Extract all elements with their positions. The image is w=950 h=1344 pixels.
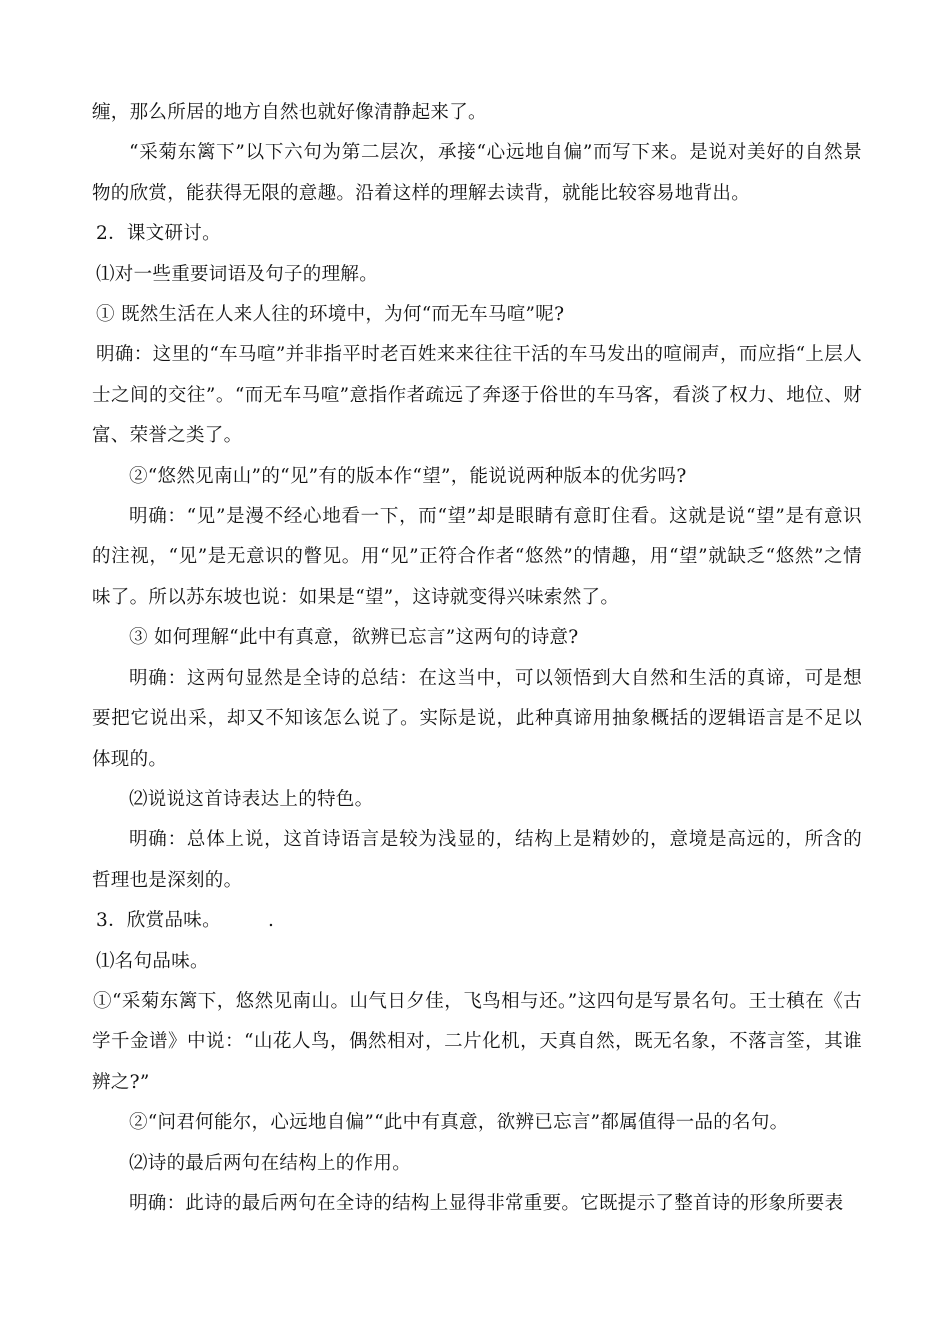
question: ③ 如何理解“此中有真意，欲辨已忘言”这两句的诗意? — [129, 627, 579, 649]
section-heading: 2．课文研讨。 — [96, 223, 221, 245]
paragraph: “采菊东篱下”以下六句为第二层次，承接“心远地自偏”而写下来。是说对美好的自然景物的欣赏，能获得无限的意趣。沿着这样的理解去读背，就能比较容易地背出。 — [92, 142, 862, 204]
section-heading: 3．欣赏品味。 . — [96, 910, 275, 932]
answer-paragraph: 明确：这两句显然是全诗的总结：在这当中，可以领悟到大自然和生活的真谛，可是想要把它说出采，却又不知该怎么说了。实际是说，此种真谛用抽象概括的逻辑语言是不足以体现的。 — [92, 667, 862, 770]
subsection-heading: ⑵说说这首诗表达上的特色。 — [129, 788, 374, 810]
answer-paragraph: 明确：“见”是漫不经心地看一下，而“望”却是眼睛有意盯住看。这就是说“望”是有意识的注视，“见”是无意识的瞥见。用“见”正符合作者“悠然”的情趣，用“望”就缺乏“悠然”之情味了。所以苏东坡也说：如果是“望”，这诗就变得兴味索然了。 — [92, 506, 862, 608]
paragraph: 缠，那么所居的地方自然也就好像清静起来了。 — [92, 102, 487, 123]
answer-paragraph: 明确：总体上说，这首诗语言是较为浅显的，结构上是精妙的，意境是高远的，所含的哲理也是深刻的。 — [92, 829, 862, 891]
paragraph: ①“采菊东篱下，悠然见南山。山气日夕佳，飞鸟相与还。”这四句是写景名句。王士稹在《古学千金谱》中说：“山花人鸟，偶然相对，二片化机，天真自然，既无名象，不落言筌，其谁辨之?” — [92, 990, 862, 1093]
paragraph: ②“问君何能尔，心远地自偏”“此中有真意，欲辨已忘言”都属值得一品的名句。 — [129, 1112, 789, 1134]
question: ②“悠然见南山”的“见”有的版本作“望”，能说说两种版本的优劣吗? — [129, 465, 687, 487]
subsection-heading: ⑴对一些重要词语及句子的理解。 — [96, 263, 379, 285]
subsection-heading: ⑴名句品味。 — [96, 950, 209, 972]
question: ① 既然生活在人来人往的环境中，为何“而无车马喧”呢? — [96, 304, 565, 326]
answer-paragraph: 明确：这里的“车马喧”并非指平时老百姓来来往往干活的车马发出的喧闹声，而应指“上层人士之间的交往”。“而无车马喧”意指作者疏远了奔逐于俗世的车马客，看淡了权力、地位、财富、荣誉之类了。 — [92, 344, 862, 447]
answer-paragraph: 明确：此诗的最后两句在全诗的结构上显得非常重要。它既提示了整首诗的形象所要表 — [129, 1192, 844, 1214]
document-body — [92, 93, 862, 1224]
subsection-heading: ⑵诗的最后两句在结构上的作用。 — [129, 1152, 412, 1174]
